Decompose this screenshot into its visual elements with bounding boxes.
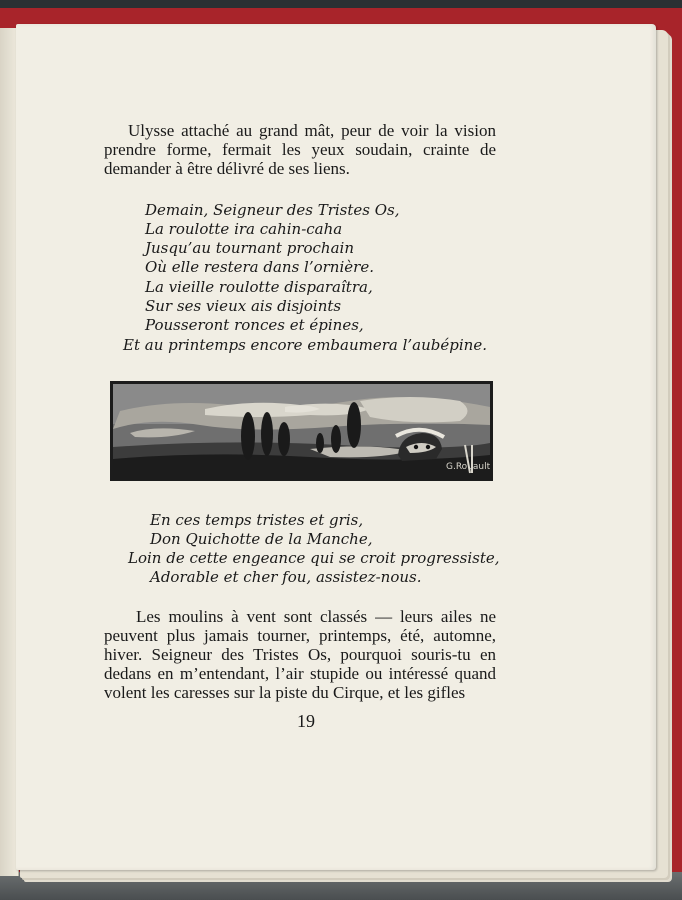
- background-edge: [0, 0, 682, 8]
- verse-line: La roulotte ira cahin-caha: [145, 220, 343, 238]
- page-number: 19: [297, 711, 315, 731]
- verse-line: Où elle restera dans l’ornière.: [145, 258, 374, 276]
- verse-line: La vieille roulotte disparaîtra,: [145, 278, 373, 296]
- verse-line: Demain, Seigneur des Tristes Os,: [145, 201, 400, 219]
- verse-line: Sur ses vieux ais disjoints: [145, 297, 342, 315]
- woodcut-illustration: [110, 381, 493, 481]
- verse-line: Pousseront ronces et épines,: [145, 316, 364, 334]
- verse-line: Jusqu’au tournant prochain: [145, 239, 354, 257]
- verse-line: En ces temps tristes et gris,: [150, 511, 364, 529]
- verse-line: Don Quichotte de la Manche,: [150, 530, 373, 548]
- verse-line: Loin de cette engeance qui se croit progressiste,: [128, 549, 500, 567]
- paragraph-1: Ulysse attaché au grand mât, peur de voir la vision prendre forme, fermait les yeux soudain, crainte de demander à être délivré de ses liens.: [104, 121, 496, 178]
- verse-line: Adorable et cher fou, assistez-nous.: [150, 568, 422, 586]
- verse-line: Et au printemps encore embaumera l’aubépine.: [123, 336, 487, 354]
- paragraph-2: Les moulins à vent sont classés — leurs ailes ne peuvent plus jamais tourner, printemps, été, automne, hiver. Seigneur des Tristes Os, pourquoi souris-tu en dedans en m’entendant, l’air stupide ou intéressé quand volent les caresses sur la piste du Cirque, et les gifles: [104, 607, 496, 702]
- illustration-signature: G.Rouault: [446, 462, 491, 472]
